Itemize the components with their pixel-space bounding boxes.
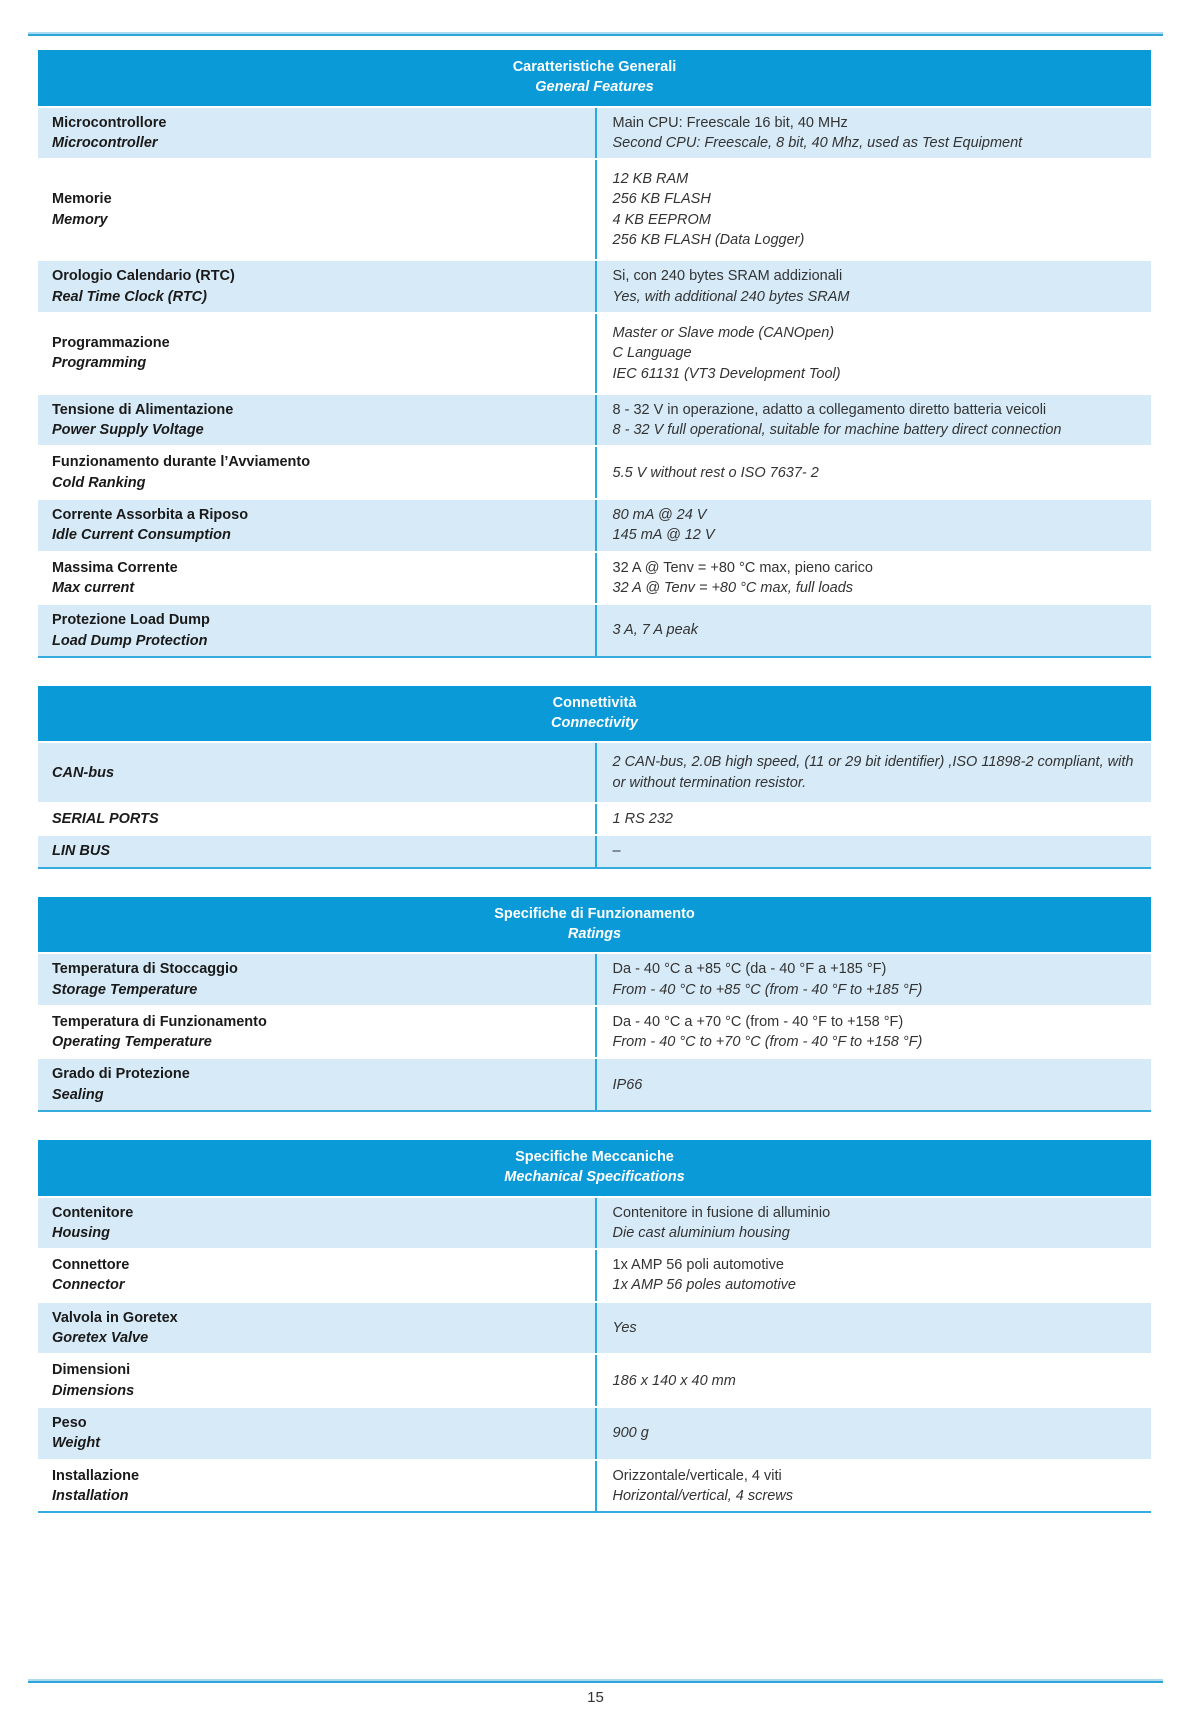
row-label — [38, 314, 595, 393]
row-value-line: Orizzontale/verticale, 4 viti — [612, 1467, 782, 1484]
page-number: 15 — [587, 1689, 604, 1706]
row-label — [38, 108, 595, 159]
row-value-line: C Language — [612, 345, 692, 362]
row-value — [595, 500, 1152, 551]
row-label — [38, 954, 595, 1005]
row-value-line: 32 A @ Tenv = +80 °C max, full loads — [612, 579, 854, 596]
row-label — [38, 1198, 595, 1249]
table-row-can-bus — [38, 741, 1151, 802]
row-label — [38, 1250, 595, 1301]
row-value-line: 186 x 140 x 40 mm — [612, 1372, 736, 1389]
row-value-line: Master or Slave mode (CANOpen) — [612, 324, 835, 341]
row-value-line: 3 A, 7 A peak — [612, 622, 698, 639]
row-label — [38, 1461, 595, 1512]
row-label — [38, 500, 595, 551]
row-value — [595, 553, 1152, 604]
row-value — [595, 743, 1152, 802]
row-label-it: Dimensioni — [52, 1362, 131, 1379]
table-row-cold-ranking — [38, 445, 1151, 498]
table-row-max-current — [38, 551, 1151, 604]
row-label — [38, 605, 595, 656]
spec-table-general-features — [38, 50, 1151, 658]
row-label-it: Orologio Calendario (RTC) — [52, 268, 235, 285]
table-row-microcontroller — [38, 106, 1151, 159]
row-value-line: 8 - 32 V full operational, suitable for machine battery direct connection — [612, 422, 1062, 439]
row-label-en: Dimensions — [52, 1382, 135, 1399]
row-value-line: 5.5 V without rest o ISO 7637- 2 — [612, 464, 819, 481]
page-footer — [0, 1679, 1191, 1716]
table-title-it: Caratteristiche Generali — [512, 59, 677, 75]
row-label — [38, 261, 595, 312]
table-row-rtc — [38, 259, 1151, 312]
row-value — [595, 1408, 1152, 1459]
row-label-en: Sealing — [52, 1086, 104, 1103]
row-value-line: 32 A @ Tenv = +80 °C max, pieno carico — [612, 559, 873, 576]
row-label-it: Programmazione — [52, 335, 170, 352]
row-value — [595, 447, 1152, 498]
table-header — [38, 897, 1151, 953]
row-label-it: Connettore — [52, 1257, 130, 1274]
row-label-en: Memory — [52, 211, 108, 228]
row-label-it: Protezione Load Dump — [52, 612, 210, 629]
row-value — [595, 836, 1152, 866]
row-value-line: Contenitore in fusione di alluminio — [612, 1204, 831, 1221]
row-value-line: Main CPU: Freescale 16 bit, 40 MHz — [612, 114, 848, 131]
table-row-lin-bus — [38, 834, 1151, 866]
table-header — [38, 50, 1151, 106]
row-value-line: – — [612, 843, 621, 860]
row-value-line: 1x AMP 56 poles automotive — [612, 1277, 796, 1294]
table-row-operating-temperature — [38, 1005, 1151, 1058]
row-label-en: Storage Temperature — [52, 981, 198, 998]
row-label — [38, 804, 595, 834]
row-label-it: CAN-bus — [52, 764, 115, 781]
row-value — [595, 160, 1152, 259]
table-title-en: Mechanical Specifications — [504, 1169, 685, 1186]
row-label-it: LIN BUS — [52, 843, 110, 860]
row-value — [595, 395, 1152, 446]
table-title-en: Connectivity — [550, 715, 638, 732]
row-label-it: Corrente Assorbita a Riposo — [52, 507, 249, 524]
row-label — [38, 1355, 595, 1406]
table-row-installation — [38, 1459, 1151, 1512]
row-label — [38, 447, 595, 498]
table-title-it: Connettività — [552, 694, 637, 711]
table-row-memory — [38, 158, 1151, 259]
row-label-en: Idle Current Consumption — [52, 527, 231, 544]
row-value-line: From - 40 °C to +70 °C (from - 40 °F to +158 °F) — [612, 1034, 923, 1051]
row-label-it: Peso — [52, 1414, 87, 1431]
row-label-it: Memorie — [52, 191, 112, 208]
row-value — [595, 605, 1152, 656]
row-value-line: 256 KB FLASH — [612, 191, 711, 208]
row-label-en: Power Supply Voltage — [52, 422, 204, 439]
row-value — [595, 314, 1152, 393]
row-label — [38, 1408, 595, 1459]
row-value-line: Second CPU: Freescale, 8 bit, 40 Mhz, used as Test Equipment — [612, 134, 1023, 151]
row-value-line: IP66 — [612, 1076, 643, 1093]
row-value-line: Yes — [612, 1319, 637, 1336]
table-header — [38, 1140, 1151, 1196]
row-label-it: Temperatura di Funzionamento — [52, 1013, 267, 1030]
row-label-en: Operating Temperature — [52, 1034, 212, 1051]
row-value-line: 4 KB EEPROM — [612, 211, 711, 228]
row-value — [595, 1355, 1152, 1406]
page-content — [38, 50, 1151, 1513]
row-value — [595, 1461, 1152, 1512]
spec-table-ratings — [38, 897, 1151, 1112]
row-label-en: Housing — [52, 1224, 110, 1241]
row-value — [595, 261, 1152, 312]
row-value — [595, 804, 1152, 834]
row-value-line: Die cast aluminium housing — [612, 1224, 790, 1241]
row-label-it: Funzionamento durante l’Avviamento — [52, 454, 311, 471]
row-value-line: Horizontal/vertical, 4 screws — [612, 1487, 793, 1504]
row-label-en: Installation — [52, 1487, 129, 1504]
table-row-goretex-valve — [38, 1301, 1151, 1354]
table-row-programming — [38, 312, 1151, 393]
table-row-dimensions — [38, 1353, 1151, 1406]
row-label-it: Temperatura di Stoccaggio — [52, 961, 238, 978]
row-label-en: Real Time Clock (RTC) — [52, 288, 207, 305]
row-label-it: Massima Corrente — [52, 559, 178, 576]
row-value-line: 1 RS 232 — [612, 811, 673, 828]
table-title-en: General Features — [535, 79, 654, 96]
row-label — [38, 743, 595, 802]
page-rule-top — [28, 32, 1163, 36]
row-label — [38, 395, 595, 446]
spec-table-mechanical — [38, 1140, 1151, 1513]
row-value-line: Yes, with additional 240 bytes SRAM — [612, 288, 850, 305]
table-row-storage-temperature — [38, 952, 1151, 1005]
row-label-en: Cold Ranking — [52, 474, 146, 491]
row-label — [38, 553, 595, 604]
table-title-it: Specifiche di Funzionamento — [494, 905, 695, 922]
table-row-serial-ports — [38, 802, 1151, 834]
row-value-line: From - 40 °C to +85 °C (from - 40 °F to +185 °F) — [612, 981, 923, 998]
row-value-line: Da - 40 °C a +70 °C (from - 40 °F to +158 °F) — [612, 1013, 904, 1030]
table-title-it: Specifiche Meccaniche — [515, 1148, 674, 1165]
row-value-line: 1x AMP 56 poli automotive — [612, 1257, 784, 1274]
row-value — [595, 954, 1152, 1005]
row-value — [595, 1198, 1152, 1249]
row-value — [595, 1007, 1152, 1058]
table-row-weight — [38, 1406, 1151, 1459]
row-value — [595, 1250, 1152, 1301]
row-label-en: Goretex Valve — [52, 1330, 149, 1347]
row-value-line: 8 - 32 V in operazione, adatto a collegamento diretto batteria veicoli — [612, 401, 1047, 418]
row-value-line: 80 mA @ 24 V — [612, 507, 707, 524]
row-label — [38, 1059, 595, 1110]
row-label-en: Load Dump Protection — [52, 632, 208, 649]
row-value — [595, 1303, 1152, 1354]
table-header — [38, 686, 1151, 742]
row-value-line: Da - 40 °C a +85 °C (da - 40 °F a +185 °F) — [612, 961, 887, 978]
table-row-connector — [38, 1248, 1151, 1301]
row-value-line: Si, con 240 bytes SRAM addizionali — [612, 268, 843, 285]
row-value — [595, 108, 1152, 159]
row-label-it: Grado di Protezione — [52, 1066, 190, 1083]
row-value-line: IEC 61131 (VT3 Development Tool) — [612, 365, 841, 382]
row-value-line: 2 CAN-bus, 2.0B high speed, (11 or 29 bit identifier) ,ISO 11898-2 compliant, with or without termination resistor. — [612, 754, 1134, 791]
row-label — [38, 1007, 595, 1058]
row-value — [595, 1059, 1152, 1110]
row-label-en: Connector — [52, 1277, 125, 1294]
row-label — [38, 836, 595, 866]
row-label-en: Microcontroller — [52, 134, 158, 151]
row-label-it: Contenitore — [52, 1204, 134, 1221]
row-label-it: Valvola in Goretex — [52, 1309, 178, 1326]
table-row-load-dump — [38, 603, 1151, 656]
spec-table-connectivity — [38, 686, 1151, 869]
row-label — [38, 1303, 595, 1354]
row-label-it: Tensione di Alimentazione — [52, 401, 234, 418]
row-label — [38, 160, 595, 259]
row-label-en: Max current — [52, 579, 135, 596]
row-label-en: Weight — [52, 1435, 101, 1452]
row-value-line: 256 KB FLASH (Data Logger) — [612, 232, 805, 249]
table-row-sealing — [38, 1057, 1151, 1110]
table-row-housing — [38, 1196, 1151, 1249]
row-label-it: Microcontrollore — [52, 114, 167, 131]
table-row-power-supply-voltage — [38, 393, 1151, 446]
row-value-line: 900 g — [612, 1425, 649, 1442]
table-title-en: Ratings — [567, 925, 622, 942]
row-label-it: Installazione — [52, 1467, 140, 1484]
row-value-line: 145 mA @ 12 V — [612, 527, 715, 544]
row-label-it: SERIAL PORTS — [52, 811, 159, 828]
page-rule-bottom — [28, 1679, 1163, 1683]
table-row-idle-current — [38, 498, 1151, 551]
row-label-en: Programming — [52, 355, 147, 372]
row-value-line: 12 KB RAM — [612, 171, 689, 188]
